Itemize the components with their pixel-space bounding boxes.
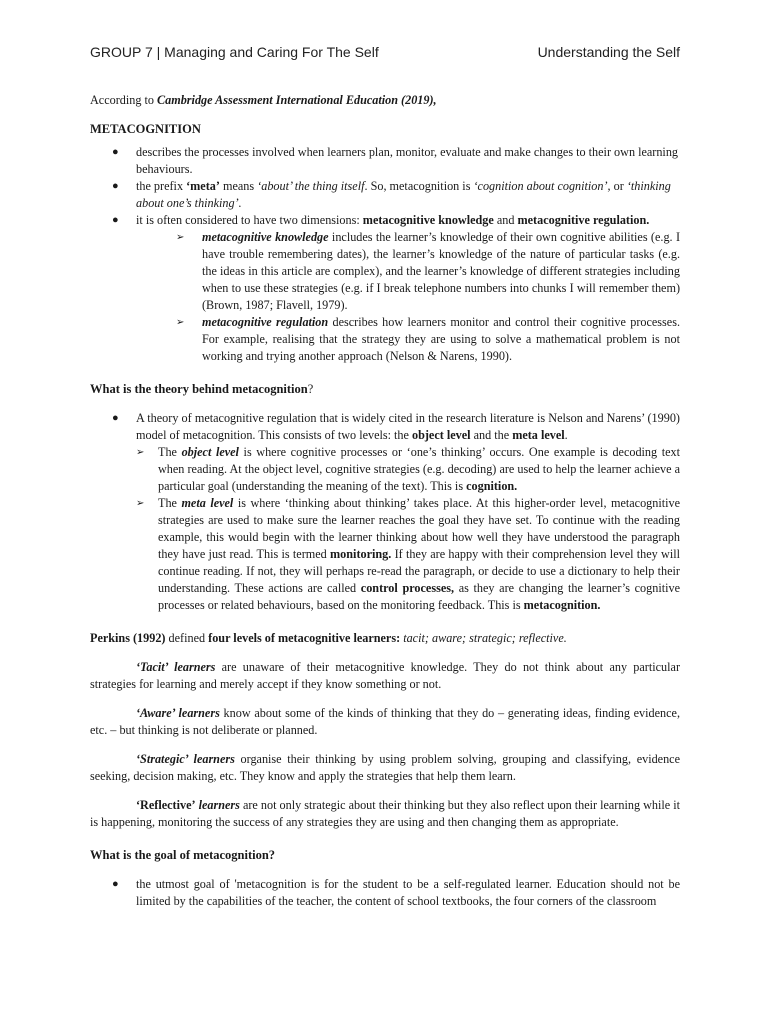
tacit-paragraph: ‘Tacit’ learners are unaware of their metacognitive knowledge. They do not think about any particular strategies for learning and merely accept if they know something or not. — [90, 660, 680, 691]
list-item: ● A theory of metacognitive regulation that is widely cited in the research literature is Nelson and Narens’ (1990) model of metacognition. This consists of two levels: the object level and the meta level. — [112, 411, 680, 442]
list-item: ● the prefix ‘meta’ means ‘about’ the thing itself. So, metacognition is ‘cognition about cognition’, or ‘thinking about one’s thinking’. — [112, 179, 671, 210]
bullet-icon: ● — [112, 412, 119, 424]
metacognition-heading: METACOGNITION — [90, 122, 201, 136]
strategic-paragraph: ‘Strategic’ learners organise their thinking by using problem solving, grouping and classifying, evidence seeking, decision making, etc. They know and apply the strategies that help them learn. — [90, 752, 680, 783]
list-item: ● describes the processes involved when learners plan, monitor, evaluate and make changes to their own learning behaviours. — [112, 145, 679, 176]
bullet-icon: ● — [112, 878, 119, 890]
header-left: GROUP 7 | Managing and Caring For The Self — [90, 44, 379, 60]
page-header — [90, 44, 680, 60]
sub-list-item: ➢ The object level is where cognitive processes or ‘one’s thinking’ occurs. One example is decoding text when reading. At the object level, cognitive strategies (e.g. decoding) are used to help the learner achieve a particular goal (understanding the meaning of the text). This is cognition. — [136, 445, 680, 493]
header-right: Understanding the Self — [537, 44, 680, 60]
arrow-bullet-icon: ➢ — [176, 232, 185, 243]
theory-heading: What is the theory behind metacognition? — [90, 382, 314, 396]
goal-heading: What is the goal of metacognition? — [90, 848, 276, 862]
bullet-icon: ● — [112, 180, 119, 192]
document-body — [90, 92, 680, 910]
perkins-line: Perkins (1992) defined four levels of metacognitive learners: tacit; aware; strategic; reflective. — [90, 631, 567, 645]
arrow-bullet-icon: ➢ — [136, 447, 145, 458]
reflective-paragraph: ‘Reflective’ learners are not only strategic about their thinking but they also reflect upon their learning while it is happening, monitoring the success of any strategies they are using and then changing them as appropriate. — [90, 798, 680, 829]
sub-list-item: ➢ metacognitive regulation describes how learners monitor and control their cognitive processes. For example, realising that the strategy they are using to solve a mathematical problem is not working and trying another approach (Nelson & Narens, 1990). — [176, 315, 680, 363]
aware-paragraph: ‘Aware’ learners know about some of the kinds of thinking that they do – generating ideas, finding evidence, etc. – but thinking is not deliberate or planned. — [90, 706, 680, 737]
list-item: ● the utmost goal of 'metacognition is for the student to be a self-regulated learner. Education should not be limited by the capabilities of the teacher, the content of school textbooks, the four corners of the classroom — [112, 877, 680, 908]
intro-line: According to Cambridge Assessment International Education (2019), — [90, 93, 437, 107]
sub-list-item: ➢ metacognitive knowledge includes the learner’s knowledge of their own cognitive abilities (e.g. I have trouble remembering dates), the learner’s knowledge of the nature of particular tasks (e.g. the ideas in this article are complex), and the learner’s knowledge of different strategies including when to use these strategies (e.g. if I break telephone numbers into chunks I will remember them) (Brown, 1987; Flavell, 1979). — [176, 230, 681, 312]
sub-list-item: ➢ The meta level is where ‘thinking about thinking’ takes place. At this higher-order level, metacognitive strategies are used to make sure the learner reaches the goal they have set. To continue with the reading example, this would begin with the learner thinking about how well they have understood the paragraph they have just read. This is termed monitoring. If they are happy with their comprehension level they will continue reading. If not, they will perhaps re-read the paragraph, or decide to use a dictionary to help their understanding. These actions are called control processes, as they are changing the learner’s cognitive processes or related behaviours, based on the monitoring feedback. This is metacognition. — [136, 496, 681, 612]
bullet-icon: ● — [112, 214, 119, 226]
arrow-bullet-icon: ➢ — [176, 317, 185, 328]
bullet-icon: ● — [112, 146, 119, 158]
list-item: ● it is often considered to have two dimensions: metacognitive knowledge and metacognitive regulation. — [112, 213, 650, 227]
arrow-bullet-icon: ➢ — [136, 498, 145, 509]
